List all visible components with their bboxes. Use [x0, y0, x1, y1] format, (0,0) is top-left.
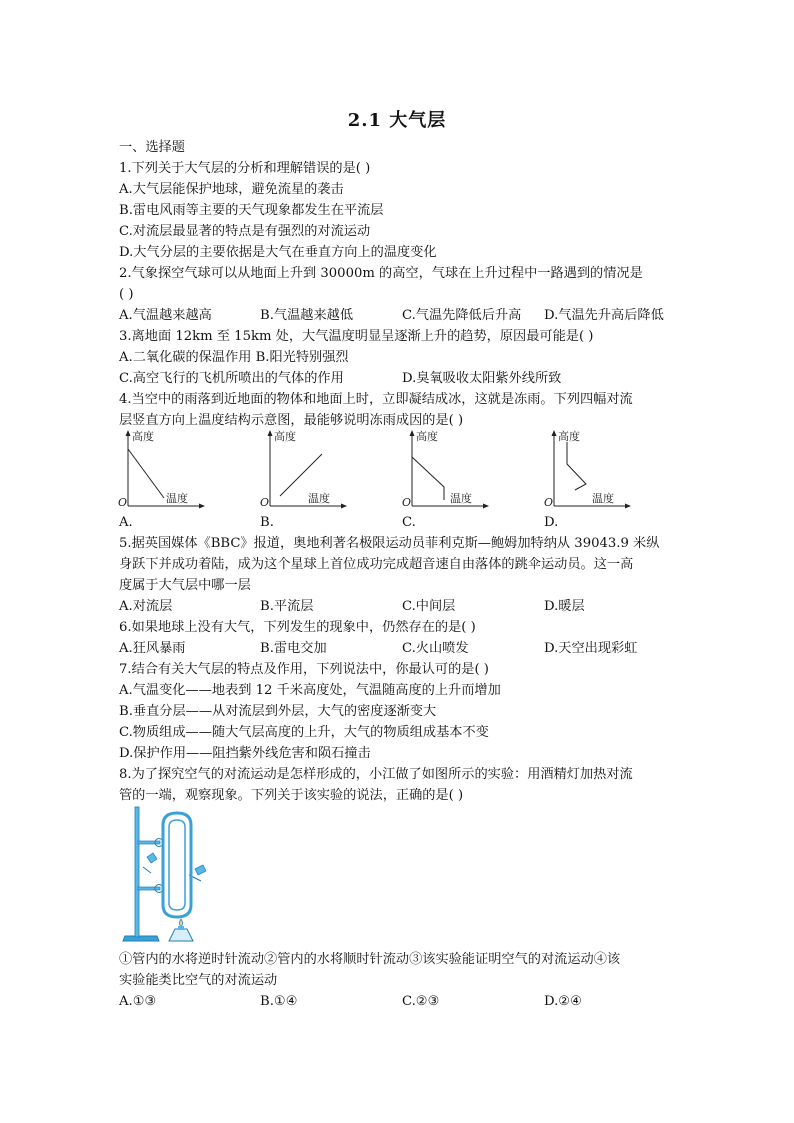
q3-stem: 3.离地面 12km 至 15km 处，大气温度明显呈逐渐上升的趋势，原因最可能是( ): [119, 329, 594, 344]
q8-option-b: B.①④: [260, 994, 298, 1009]
q5-stem-line2: 身跃下并成功着陆，成为这个星球上首位成功完成超音速自由落体的跳伞运动员。这一高: [119, 557, 634, 572]
q4-graph-c: [400, 428, 490, 514]
q4-option-b: B.: [260, 515, 274, 530]
q4-graph-b-xlabel: 温度: [308, 492, 330, 505]
q2-option-c: C.气温先降低后升高: [402, 308, 522, 323]
q2-option-d: D.气温先升高后降低: [544, 308, 664, 323]
q4-graph-b-curve: [280, 454, 322, 496]
q4-graph-b-origin: O: [260, 496, 270, 509]
q3-option-c: C.高空飞行的飞机所喷出的气体的作用: [119, 371, 344, 386]
q4-graph-b-ylabel: 高度: [274, 430, 296, 443]
page-title: 2.1 大气层: [347, 110, 447, 131]
q6-option-b: B.雷电交加: [260, 641, 327, 656]
q1-option-a: A.大气层能保护地球，避免流星的袭击: [119, 182, 344, 197]
q4-graph-a-ylabel: 高度: [132, 430, 154, 443]
q4-option-d: D.: [544, 515, 559, 530]
q4-graph-d-origin: O: [544, 496, 554, 509]
q1-option-b: B.雷电风雨等主要的天气现象都发生在平流层: [119, 203, 384, 218]
q4-graph-d-curve: [567, 442, 586, 490]
q8-option-d: D.②④: [544, 994, 582, 1009]
q4-graph-a: [116, 428, 206, 514]
q5-option-a: A.对流层: [119, 599, 173, 614]
q4-graph-a-xlabel: 温度: [166, 492, 188, 505]
q7-option-d: D.保护作用——阻挡紫外线危害和陨石撞击: [119, 746, 371, 761]
q7-stem: 7.结合有关大气层的特点及作用，下列说法中，你最认可的是( ): [119, 662, 489, 677]
q6-option-a: A.狂风暴雨: [119, 641, 186, 656]
q6-option-c: C.火山喷发: [402, 641, 469, 656]
q4-graph-b: [258, 428, 348, 514]
q4-graph-a-origin: O: [118, 496, 128, 509]
q4-graph-c-xlabel: 温度: [450, 492, 472, 505]
q4-graph-c-ylabel: 高度: [416, 430, 438, 443]
q5-stem-line3: 度属于大气层中哪一层: [119, 578, 251, 593]
q2-stem-line2: ( ): [119, 287, 134, 302]
q4-graph-d-ylabel: 高度: [558, 430, 580, 443]
q7-option-b: B.垂直分层——从对流层到外层，大气的密度逐渐变大: [119, 704, 437, 719]
section-heading: 一、选择题: [119, 140, 185, 155]
q8-stem-line2: 管的一端，观察现象。下列关于该实验的说法，正确的是( ): [119, 788, 464, 803]
q1-option-d: D.大气分层的主要依据是大气在垂直方向上的温度变化: [119, 245, 437, 260]
q1-stem: 1.下列关于大气层的分析和理解错误的是( ): [119, 161, 371, 176]
q8-statements-line2: 实验能类比空气的对流运动: [119, 973, 278, 988]
q4-graph-d-xlabel: 温度: [592, 492, 614, 505]
q8-option-c: C.②③: [402, 994, 440, 1009]
q5-option-d: D.暖层: [544, 599, 585, 614]
q5-option-b: B.平流层: [260, 599, 314, 614]
q8-option-a: A.①③: [119, 994, 157, 1009]
q1-option-c: C.对流层最显著的特点是有强烈的对流运动: [119, 224, 371, 239]
q7-option-a: A.气温变化——地表到 12 千米高度处，气温随高度的上升而增加: [119, 683, 501, 698]
q2-option-b: B.气温越来越低: [260, 308, 354, 323]
q4-stem-line1: 4.当空中的雨落到近地面的物体和地面上时，立即凝结成冰，这就是冻雨。下列四幅对流: [119, 392, 633, 407]
q5-option-c: C.中间层: [402, 599, 456, 614]
q2-stem-line1: 2.气象探空气球可以从地面上升到 30000m 的高空，气球在上升过程中一路遇到的情况是: [119, 266, 643, 281]
q5-stem-line1: 5.据英国媒体《BBC》报道，奥地利著名极限运动员菲利克斯—鲍姆加特纳从 39043.9 米纵: [119, 536, 660, 551]
q4-stem-line2: 层竖直方向上温度结构示意图，最能够说明冻雨成因的是( ): [119, 413, 464, 428]
q4-graph-c-origin: O: [402, 496, 412, 509]
q7-option-c: C.物质组成——随大气层高度的上升，大气的物质组成基本不变: [119, 725, 489, 740]
q6-stem: 6.如果地球上没有大气，下列发生的现象中，仍然存在的是( ): [119, 620, 476, 635]
convection-tube-apparatus: [119, 805, 219, 949]
q8-statements-line1: ①管内的水将逆时针流动②管内的水将顺时针流动③该实验能证明空气的对流运动④该: [119, 952, 621, 967]
q4-option-a: A.: [119, 515, 133, 530]
q8-stem-line1: 8.为了探究空气的对流运动是怎样形成的，小江做了如图所示的实验：用酒精灯加热对流: [119, 767, 633, 782]
q3-option-d: D.臭氧吸收太阳紫外线所致: [402, 371, 562, 386]
q4-graph-a-curve: [128, 449, 164, 498]
q3-option-ab: A.二氧化碳的保温作用 B.阳光特别强烈: [119, 350, 349, 365]
q6-option-d: D.天空出现彩虹: [544, 641, 638, 656]
q4-option-c: C.: [402, 515, 416, 530]
q4-graph-d: [542, 428, 632, 514]
q4-graph-c-curve: [412, 457, 444, 500]
q2-option-a: A.气温越来越高: [119, 308, 212, 323]
